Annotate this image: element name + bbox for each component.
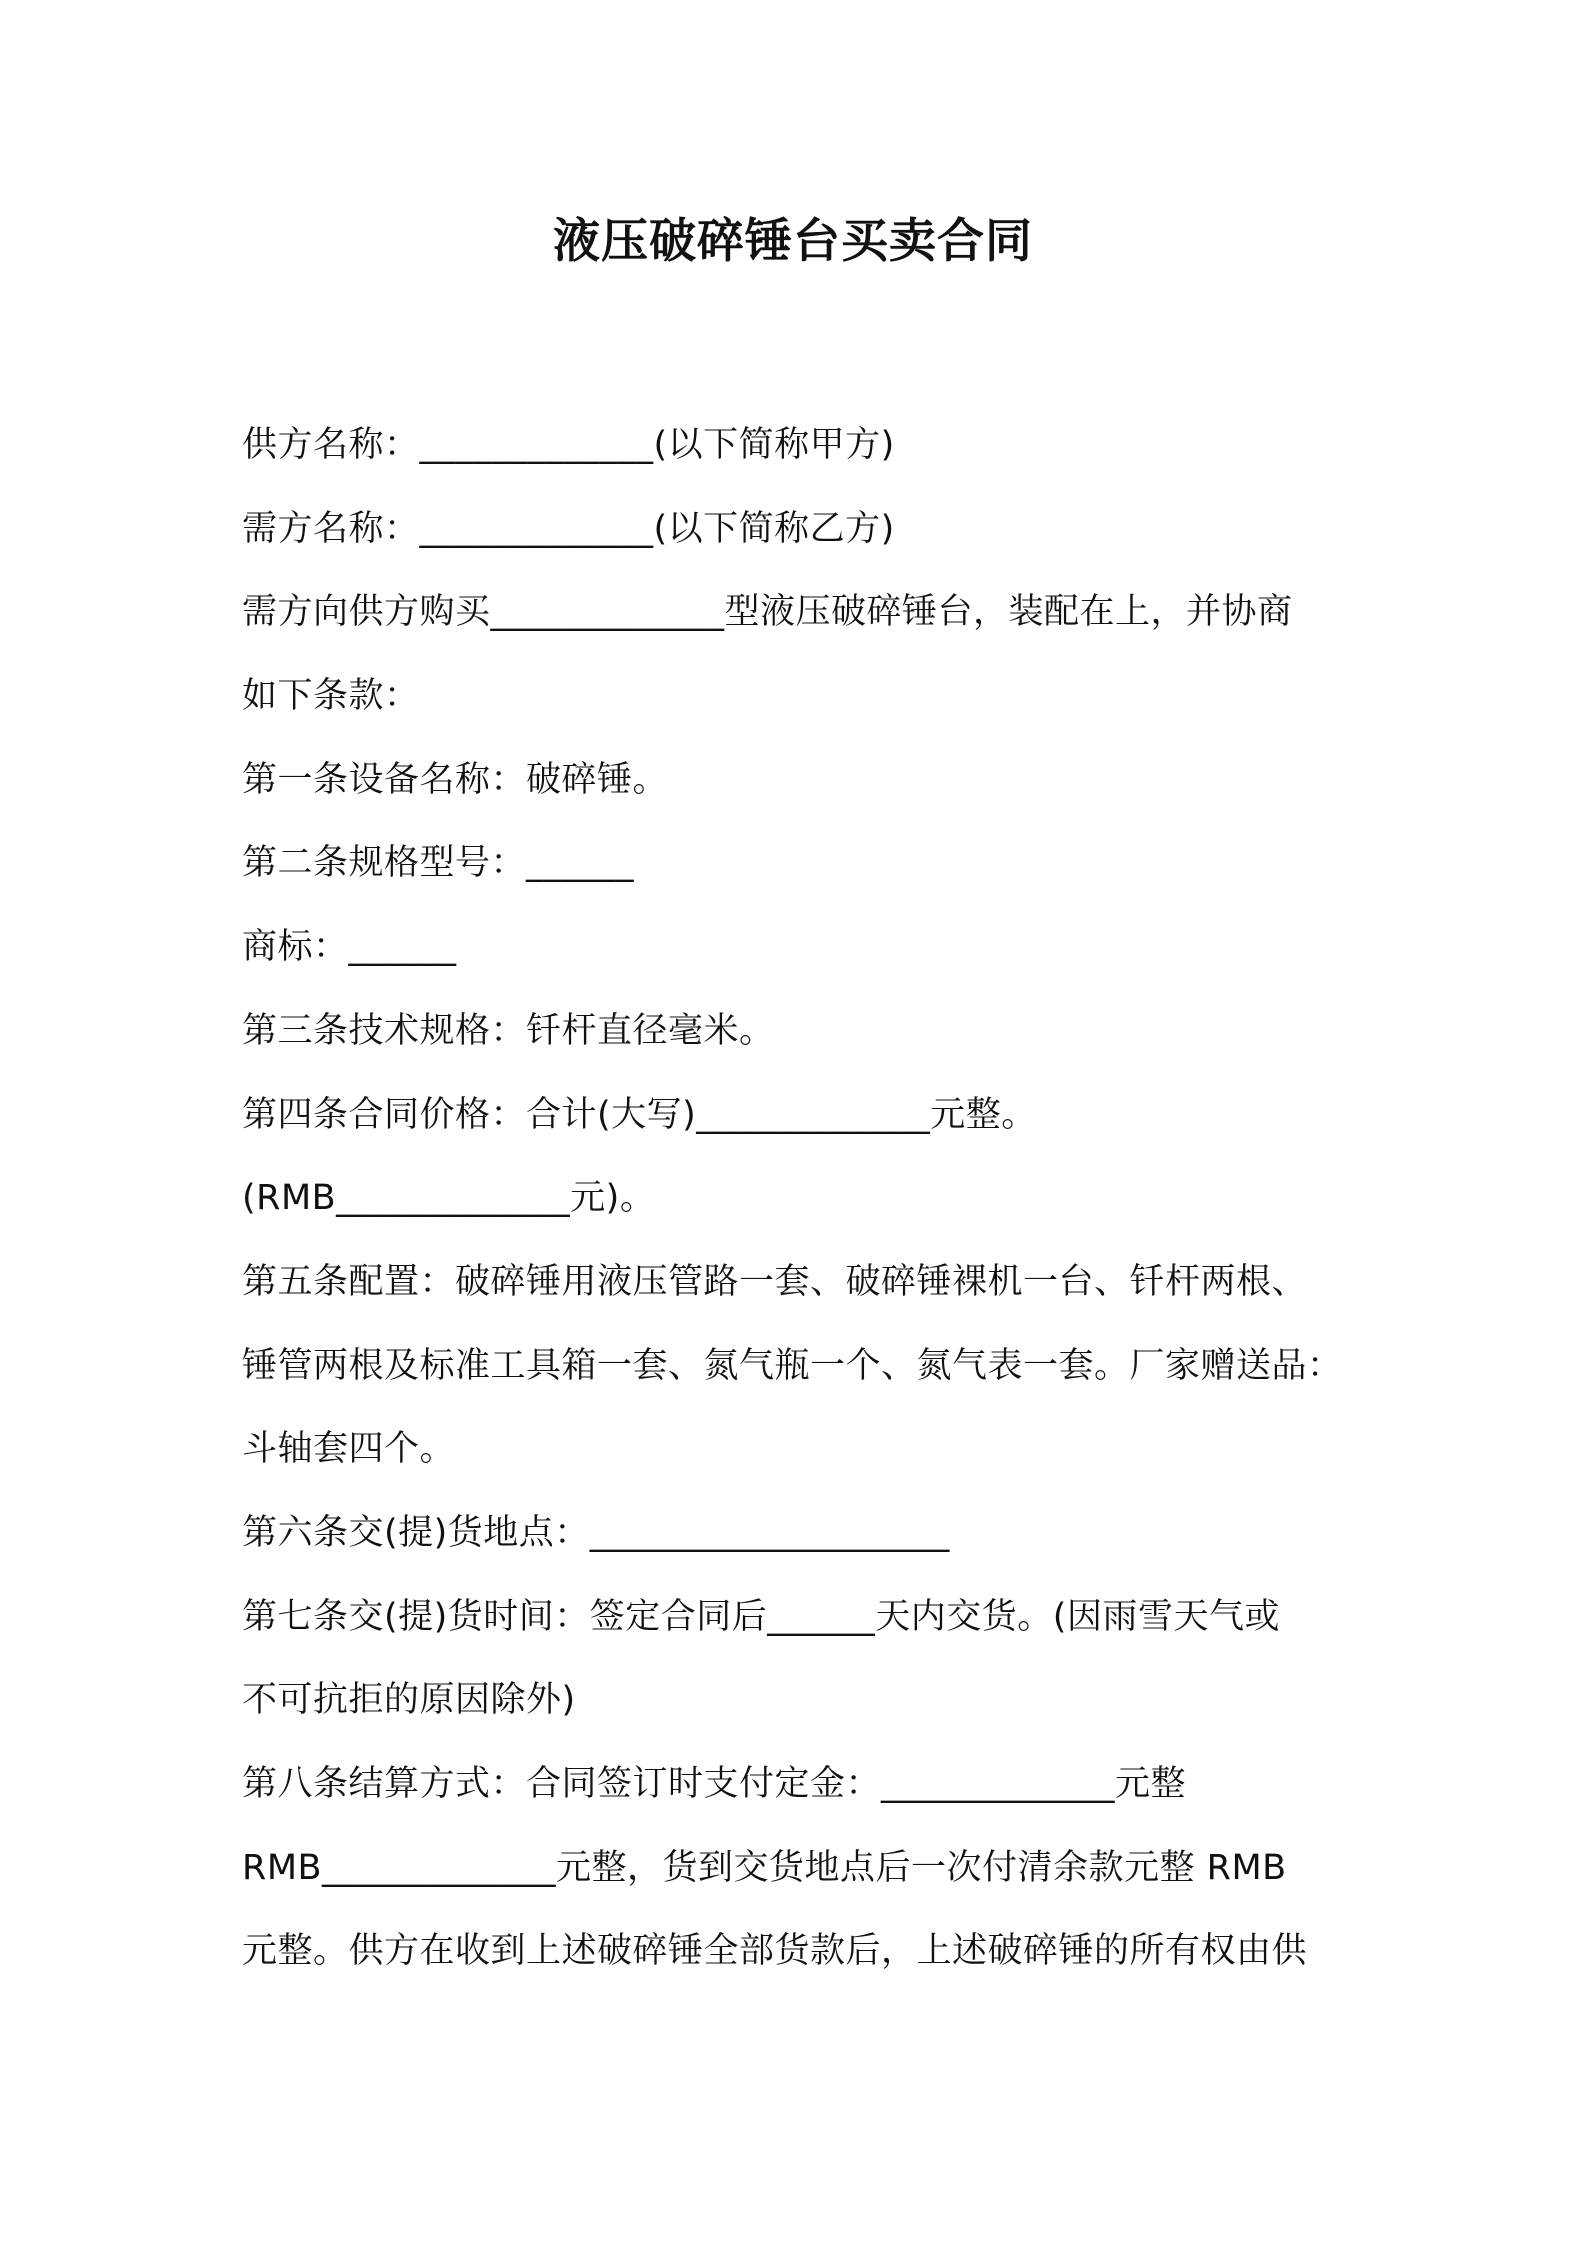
- article-5-configuration-cont: 锤管两根及标准工具箱一套、氮气瓶一个、氮气表一套。厂家赠送品：: [242, 1345, 1343, 1386]
- purchase-intro-line-cont: 如下条款：: [242, 676, 420, 717]
- article-6-delivery-place: 第六条交(提)货地点：____________________: [242, 1512, 950, 1553]
- article-8-settlement-cont: RMB_____________元整，货到交货地点后一次付清余款元整 RMB: [242, 1847, 1287, 1888]
- contract-body: [242, 404, 1362, 1994]
- article-4-contract-price: 第四条合同价格：合计(大写)_____________元整。: [242, 1094, 1037, 1135]
- purchase-intro-line: 需方向供方购买_____________型液压破碎锤台，装配在上，并协商: [242, 592, 1293, 633]
- article-8-settlement: 第八条结算方式：合同签订时支付定金：_____________元整: [242, 1764, 1187, 1804]
- article-5-configuration: 第五条配置：破碎锤用液压管路一套、破碎锤裸机一台、钎杆两根、: [242, 1261, 1308, 1302]
- document-title: 液压破碎锤台买卖合同: [553, 214, 1033, 269]
- buyer-name-line: 需方名称：_____________(以下简称乙方): [242, 508, 895, 549]
- article-2-model: 第二条规格型号：______: [242, 843, 635, 884]
- article-5-gifts: 斗轴套四个。: [242, 1429, 456, 1470]
- article-1-equipment-name: 第一条设备名称：破碎锤。: [242, 759, 669, 800]
- supplier-name-line: 供方名称：_____________(以下简称甲方): [242, 425, 895, 465]
- trademark-line: 商标：______: [242, 927, 457, 968]
- article-8-ownership: 元整。供方在收到上述破碎锤全部货款后，上述破碎锤的所有权由供: [242, 1931, 1308, 1972]
- article-7-delivery-time: 第七条交(提)货时间：签定合同后______天内交货。(因雨雪天气或: [242, 1596, 1280, 1637]
- article-7-delivery-time-cont: 不可抗拒的原因除外): [242, 1680, 576, 1721]
- article-3-tech-spec: 第三条技术规格：钎杆直径毫米。: [242, 1010, 775, 1051]
- article-4-rmb-amount: (RMB_____________元)。: [242, 1178, 656, 1219]
